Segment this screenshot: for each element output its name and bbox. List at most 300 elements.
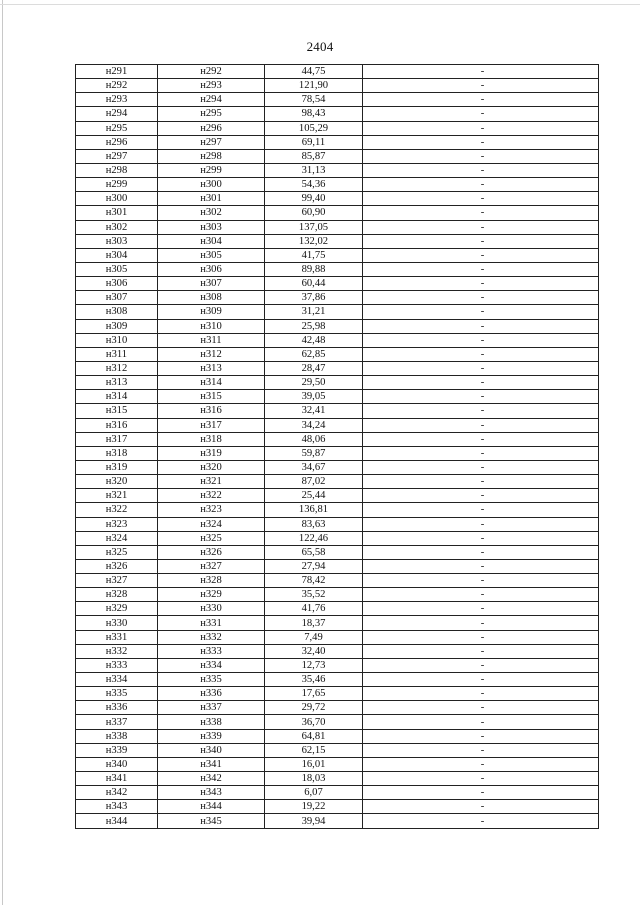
table-row <box>76 489 599 503</box>
table-row <box>76 319 599 333</box>
note-text: - <box>480 476 485 488</box>
note-cell <box>363 757 599 771</box>
to-point-cell: н333 <box>158 644 265 658</box>
to-point-cell: н331 <box>158 616 265 630</box>
from-point-cell: н341 <box>76 772 158 786</box>
table-row <box>76 701 599 715</box>
note-text: - <box>480 264 485 276</box>
table-row <box>76 79 599 93</box>
distance-cell: 31,13 <box>265 163 363 177</box>
distance-cell: 78,54 <box>265 93 363 107</box>
to-point-cell: н294 <box>158 93 265 107</box>
note-cell <box>363 333 599 347</box>
distance-cell: 44,75 <box>265 65 363 79</box>
note-text: - <box>480 278 485 290</box>
note-text: - <box>480 504 485 516</box>
to-point-cell: н341 <box>158 757 265 771</box>
table-row <box>76 644 599 658</box>
distance-cell: 99,40 <box>265 192 363 206</box>
from-point-cell: н335 <box>76 687 158 701</box>
distance-cell: 34,24 <box>265 418 363 432</box>
note-text: - <box>480 645 485 657</box>
note-text: - <box>480 179 485 191</box>
note-text: - <box>480 532 485 544</box>
to-point-cell: н336 <box>158 687 265 701</box>
from-point-cell: н318 <box>76 446 158 460</box>
note-text: - <box>480 758 485 770</box>
from-point-cell: н327 <box>76 574 158 588</box>
from-point-cell: н306 <box>76 277 158 291</box>
note-cell <box>363 772 599 786</box>
to-point-cell: н292 <box>158 65 265 79</box>
from-point-cell: н328 <box>76 588 158 602</box>
note-text: - <box>480 688 485 700</box>
from-point-cell: н293 <box>76 93 158 107</box>
table-row <box>76 262 599 276</box>
to-point-cell: н324 <box>158 517 265 531</box>
from-point-cell: н332 <box>76 644 158 658</box>
to-point-cell: н344 <box>158 800 265 814</box>
note-cell <box>363 673 599 687</box>
to-point-cell: н318 <box>158 432 265 446</box>
note-cell <box>363 786 599 800</box>
note-text: - <box>480 165 485 177</box>
distance-cell: 87,02 <box>265 475 363 489</box>
table-row <box>76 404 599 418</box>
note-cell <box>363 743 599 757</box>
table-row <box>76 149 599 163</box>
table-row <box>76 390 599 404</box>
note-text: - <box>480 801 485 813</box>
note-text: - <box>480 292 485 304</box>
note-cell <box>363 729 599 743</box>
table-row <box>76 418 599 432</box>
to-point-cell: н305 <box>158 248 265 262</box>
note-cell <box>363 446 599 460</box>
from-point-cell: н313 <box>76 376 158 390</box>
from-point-cell: н316 <box>76 418 158 432</box>
note-text: - <box>480 363 485 375</box>
from-point-cell: н291 <box>76 65 158 79</box>
distance-cell: 132,02 <box>265 234 363 248</box>
note-text: - <box>480 235 485 247</box>
note-cell <box>363 559 599 573</box>
table-row <box>76 673 599 687</box>
from-point-cell: н337 <box>76 715 158 729</box>
from-point-cell: н314 <box>76 390 158 404</box>
from-point-cell: н320 <box>76 475 158 489</box>
distance-cell: 32,40 <box>265 644 363 658</box>
note-text: - <box>480 773 485 785</box>
distance-cell: 19,22 <box>265 800 363 814</box>
distance-cell: 25,44 <box>265 489 363 503</box>
to-point-cell: н328 <box>158 574 265 588</box>
note-cell <box>363 545 599 559</box>
from-point-cell: н321 <box>76 489 158 503</box>
table-row <box>76 107 599 121</box>
note-cell <box>363 248 599 262</box>
distance-cell: 42,48 <box>265 333 363 347</box>
to-point-cell: н337 <box>158 701 265 715</box>
distance-cell: 78,42 <box>265 574 363 588</box>
note-cell <box>363 79 599 93</box>
table-row <box>76 277 599 291</box>
to-point-cell: н320 <box>158 460 265 474</box>
from-point-cell: н331 <box>76 630 158 644</box>
table-row <box>76 163 599 177</box>
note-text: - <box>480 447 485 459</box>
page-number: 2404 <box>306 39 334 54</box>
page-edge <box>2 0 3 905</box>
from-point-cell: н304 <box>76 248 158 262</box>
table-row <box>76 333 599 347</box>
table-row <box>76 757 599 771</box>
to-point-cell: н338 <box>158 715 265 729</box>
note-cell <box>363 305 599 319</box>
from-point-cell: н338 <box>76 729 158 743</box>
note-text: - <box>480 80 485 92</box>
to-point-cell: н293 <box>158 79 265 93</box>
distance-cell: 41,76 <box>265 602 363 616</box>
table-body <box>76 65 599 829</box>
to-point-cell: н319 <box>158 446 265 460</box>
distance-cell: 16,01 <box>265 757 363 771</box>
from-point-cell: н292 <box>76 79 158 93</box>
table-row <box>76 248 599 262</box>
to-point-cell: н332 <box>158 630 265 644</box>
distance-cell: 18,37 <box>265 616 363 630</box>
note-text: - <box>480 320 485 332</box>
table-row <box>76 192 599 206</box>
from-point-cell: н344 <box>76 814 158 828</box>
note-cell <box>363 460 599 474</box>
note-text: - <box>480 66 485 78</box>
note-cell <box>363 715 599 729</box>
note-cell <box>363 602 599 616</box>
from-point-cell: н297 <box>76 149 158 163</box>
note-text: - <box>480 150 485 162</box>
note-cell <box>363 135 599 149</box>
to-point-cell: н301 <box>158 192 265 206</box>
distance-cell: 39,94 <box>265 814 363 828</box>
distance-cell: 12,73 <box>265 658 363 672</box>
note-cell <box>363 658 599 672</box>
distance-cell: 83,63 <box>265 517 363 531</box>
from-point-cell: н308 <box>76 305 158 319</box>
to-point-cell: н340 <box>158 743 265 757</box>
to-point-cell: н317 <box>158 418 265 432</box>
note-cell <box>363 531 599 545</box>
note-cell <box>363 588 599 602</box>
note-text: - <box>480 546 485 558</box>
note-cell <box>363 432 599 446</box>
to-point-cell: н298 <box>158 149 265 163</box>
note-cell <box>363 644 599 658</box>
to-point-cell: н312 <box>158 347 265 361</box>
to-point-cell: н323 <box>158 503 265 517</box>
distance-cell: 28,47 <box>265 361 363 375</box>
distance-cell: 25,98 <box>265 319 363 333</box>
from-point-cell: н323 <box>76 517 158 531</box>
distance-cell: 54,36 <box>265 178 363 192</box>
table-row <box>76 545 599 559</box>
table-row <box>76 178 599 192</box>
note-cell <box>363 65 599 79</box>
from-point-cell: н329 <box>76 602 158 616</box>
distance-cell: 6,07 <box>265 786 363 800</box>
table-row <box>76 574 599 588</box>
note-cell <box>363 163 599 177</box>
to-point-cell: н296 <box>158 121 265 135</box>
table-row <box>76 786 599 800</box>
from-point-cell: н305 <box>76 262 158 276</box>
note-cell <box>363 376 599 390</box>
coordinates-table <box>75 64 599 829</box>
note-cell <box>363 418 599 432</box>
table-row <box>76 814 599 828</box>
distance-cell: 137,05 <box>265 220 363 234</box>
table-row <box>76 93 599 107</box>
table-row <box>76 347 599 361</box>
table-row <box>76 630 599 644</box>
note-cell <box>363 277 599 291</box>
from-point-cell: н333 <box>76 658 158 672</box>
page-edge-top <box>0 4 640 5</box>
note-text: - <box>480 730 485 742</box>
note-cell <box>363 93 599 107</box>
from-point-cell: н317 <box>76 432 158 446</box>
table-row <box>76 432 599 446</box>
note-cell <box>363 814 599 828</box>
note-text: - <box>480 462 485 473</box>
distance-cell: 27,94 <box>265 559 363 573</box>
table-row <box>76 687 599 701</box>
from-point-cell: н311 <box>76 347 158 361</box>
note-cell <box>363 121 599 135</box>
distance-cell: 48,06 <box>265 432 363 446</box>
from-point-cell: н296 <box>76 135 158 149</box>
note-text: - <box>480 391 485 403</box>
note-text: - <box>480 433 485 445</box>
note-cell <box>363 361 599 375</box>
table-row <box>76 305 599 319</box>
table-row <box>76 460 599 474</box>
note-text: - <box>480 207 485 219</box>
note-cell <box>363 220 599 234</box>
note-text: - <box>480 716 485 728</box>
note-text: - <box>480 674 485 686</box>
to-point-cell: н304 <box>158 234 265 248</box>
note-text: - <box>480 377 485 389</box>
from-point-cell: н315 <box>76 404 158 418</box>
from-point-cell: н309 <box>76 319 158 333</box>
note-text: - <box>480 136 485 148</box>
note-text: - <box>480 518 485 530</box>
note-text: - <box>480 575 485 587</box>
note-text: - <box>480 560 485 572</box>
note-text: - <box>480 787 485 799</box>
note-cell <box>363 404 599 418</box>
note-text: - <box>480 348 485 360</box>
note-text: - <box>480 490 485 502</box>
note-cell <box>363 291 599 305</box>
to-point-cell: н313 <box>158 361 265 375</box>
distance-cell: 39,05 <box>265 390 363 404</box>
distance-cell: 65,58 <box>265 545 363 559</box>
note-cell <box>363 574 599 588</box>
to-point-cell: н342 <box>158 772 265 786</box>
distance-cell: 64,81 <box>265 729 363 743</box>
from-point-cell: н340 <box>76 757 158 771</box>
from-point-cell: н336 <box>76 701 158 715</box>
to-point-cell: н325 <box>158 531 265 545</box>
distance-cell: 17,65 <box>265 687 363 701</box>
from-point-cell: н301 <box>76 206 158 220</box>
distance-cell: 7,49 <box>265 630 363 644</box>
note-text: - <box>480 702 485 714</box>
table-row <box>76 503 599 517</box>
to-point-cell: н307 <box>158 277 265 291</box>
note-text: - <box>480 249 485 261</box>
to-point-cell: н327 <box>158 559 265 573</box>
note-cell <box>363 687 599 701</box>
distance-cell: 29,50 <box>265 376 363 390</box>
note-text: - <box>480 193 485 205</box>
note-cell <box>363 503 599 517</box>
distance-cell: 36,70 <box>265 715 363 729</box>
from-point-cell: н319 <box>76 460 158 474</box>
distance-cell: 34,67 <box>265 460 363 474</box>
table-row <box>76 602 599 616</box>
from-point-cell: н303 <box>76 234 158 248</box>
table-row <box>76 206 599 220</box>
note-cell <box>363 489 599 503</box>
table-row <box>76 376 599 390</box>
distance-cell: 60,90 <box>265 206 363 220</box>
note-cell <box>363 616 599 630</box>
note-text: - <box>480 334 485 346</box>
from-point-cell: н322 <box>76 503 158 517</box>
table-row <box>76 531 599 545</box>
table-row <box>76 65 599 79</box>
to-point-cell: н339 <box>158 729 265 743</box>
from-point-cell: н310 <box>76 333 158 347</box>
from-point-cell: н298 <box>76 163 158 177</box>
note-text: - <box>480 221 485 233</box>
note-cell <box>363 390 599 404</box>
table-row <box>76 800 599 814</box>
note-cell <box>363 701 599 715</box>
note-cell <box>363 206 599 220</box>
distance-cell: 136,81 <box>265 503 363 517</box>
from-point-cell: н300 <box>76 192 158 206</box>
note-cell <box>363 347 599 361</box>
distance-cell: 37,86 <box>265 291 363 305</box>
note-text: - <box>480 659 485 671</box>
to-point-cell: н295 <box>158 107 265 121</box>
distance-cell: 32,41 <box>265 404 363 418</box>
note-text: - <box>480 94 485 106</box>
table-row <box>76 729 599 743</box>
to-point-cell: н314 <box>158 376 265 390</box>
distance-cell: 105,29 <box>265 121 363 135</box>
note-text: - <box>480 405 485 417</box>
note-cell <box>363 234 599 248</box>
distance-cell: 89,88 <box>265 262 363 276</box>
from-point-cell: н325 <box>76 545 158 559</box>
note-text: - <box>480 589 485 601</box>
distance-cell: 29,72 <box>265 701 363 715</box>
to-point-cell: н321 <box>158 475 265 489</box>
from-point-cell: н294 <box>76 107 158 121</box>
to-point-cell: н310 <box>158 319 265 333</box>
table-row <box>76 446 599 460</box>
distance-cell: 85,87 <box>265 149 363 163</box>
table-row <box>76 616 599 630</box>
from-point-cell: н312 <box>76 361 158 375</box>
table-row <box>76 135 599 149</box>
from-point-cell: н299 <box>76 178 158 192</box>
note-text: - <box>480 108 485 120</box>
note-text: - <box>480 122 485 134</box>
table-row <box>76 291 599 305</box>
note-cell <box>363 262 599 276</box>
from-point-cell: н330 <box>76 616 158 630</box>
distance-cell: 41,75 <box>265 248 363 262</box>
to-point-cell: н308 <box>158 291 265 305</box>
from-point-cell: н339 <box>76 743 158 757</box>
distance-cell: 18,03 <box>265 772 363 786</box>
table-row <box>76 361 599 375</box>
distance-cell: 98,43 <box>265 107 363 121</box>
from-point-cell: н295 <box>76 121 158 135</box>
to-point-cell: н335 <box>158 673 265 687</box>
from-point-cell: н342 <box>76 786 158 800</box>
to-point-cell: н345 <box>158 814 265 828</box>
note-text: - <box>480 744 485 756</box>
to-point-cell: н299 <box>158 163 265 177</box>
note-text: - <box>480 617 485 629</box>
note-text: - <box>480 815 485 827</box>
distance-cell: 31,21 <box>265 305 363 319</box>
distance-cell: 59,87 <box>265 446 363 460</box>
to-point-cell: н306 <box>158 262 265 276</box>
distance-cell: 121,90 <box>265 79 363 93</box>
note-cell <box>363 475 599 489</box>
distance-cell: 122,46 <box>265 531 363 545</box>
to-point-cell: н334 <box>158 658 265 672</box>
note-cell <box>363 107 599 121</box>
to-point-cell: н330 <box>158 602 265 616</box>
from-point-cell: н326 <box>76 559 158 573</box>
table-row <box>76 715 599 729</box>
from-point-cell: н343 <box>76 800 158 814</box>
distance-cell: 35,46 <box>265 673 363 687</box>
note-text: - <box>480 306 485 318</box>
distance-cell: 35,52 <box>265 588 363 602</box>
note-text: - <box>480 631 485 643</box>
table-row <box>76 588 599 602</box>
table-row <box>76 772 599 786</box>
to-point-cell: н297 <box>158 135 265 149</box>
from-point-cell: н334 <box>76 673 158 687</box>
table-row <box>76 743 599 757</box>
note-cell <box>363 178 599 192</box>
to-point-cell: н326 <box>158 545 265 559</box>
from-point-cell: н302 <box>76 220 158 234</box>
to-point-cell: н316 <box>158 404 265 418</box>
to-point-cell: н300 <box>158 178 265 192</box>
